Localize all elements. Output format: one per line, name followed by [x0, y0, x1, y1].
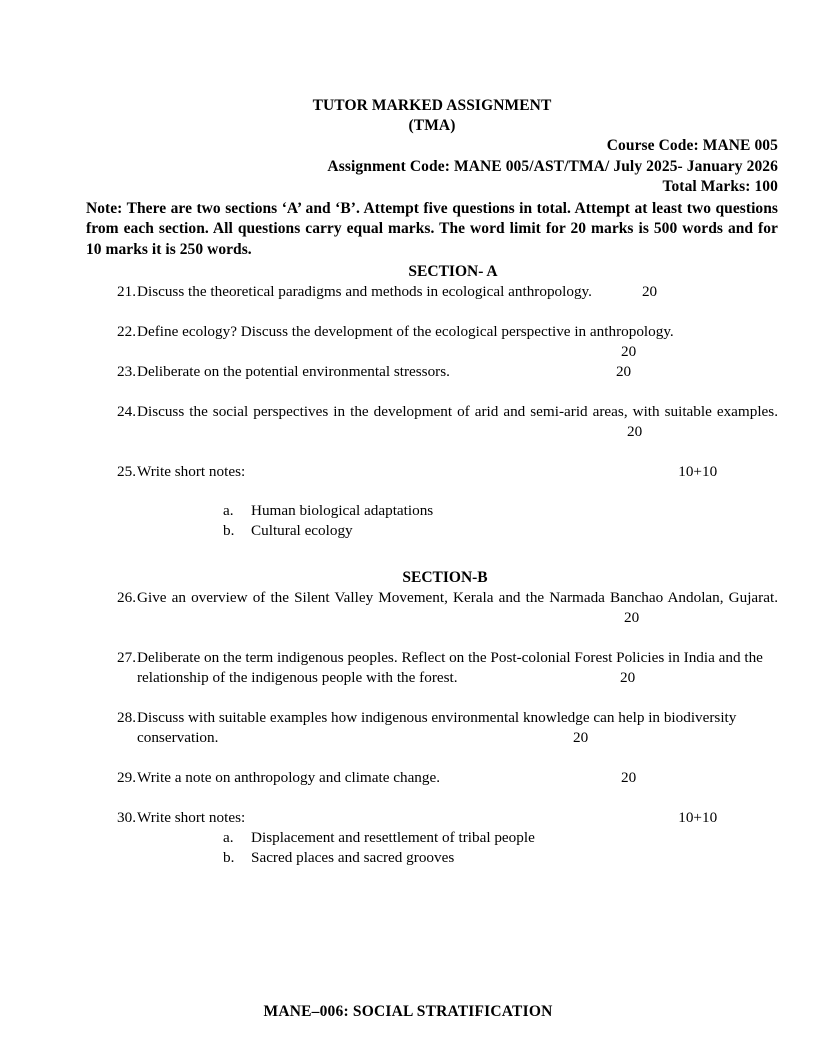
question-marks-line — [137, 728, 778, 748]
question-number: 24. — [117, 403, 136, 420]
spacer — [86, 382, 778, 402]
document-content — [86, 96, 778, 867]
question-number: 21. — [117, 283, 136, 300]
section-a-questions — [86, 282, 778, 540]
total-marks: Total Marks: 100 — [662, 178, 778, 195]
question-text: Write short notes: 10+10 — [137, 809, 718, 826]
subitem-label: a. — [223, 502, 234, 519]
subitem — [223, 848, 778, 868]
question-item — [86, 808, 778, 867]
course-code: Course Code: MANE 005 — [606, 137, 778, 154]
question-number: 22. — [117, 323, 136, 340]
document-title-line2: (TMA) — [408, 117, 456, 134]
question-marks: 20 — [627, 423, 643, 440]
section-a-heading: SECTION- A — [408, 263, 498, 280]
spacer — [86, 628, 778, 648]
question-marks-line — [137, 608, 778, 628]
subitem-text: Displacement and resettlement of tribal people — [251, 829, 535, 846]
question-marks: 20 — [620, 669, 636, 686]
question-number: 25. — [117, 463, 136, 480]
question-subitems — [137, 828, 778, 867]
question-text: Write short notes: 10+10 — [137, 463, 718, 480]
subitem — [223, 501, 778, 521]
assignment-code: Assignment Code: MANE 005/AST/TMA/ July 2025- January 2026 — [327, 157, 778, 175]
question-marks: 20 — [615, 363, 632, 380]
subitem — [223, 828, 778, 848]
question-item — [86, 588, 778, 628]
question-item — [86, 708, 778, 748]
question-number: 26. — [117, 589, 136, 606]
section-b-heading: SECTION-B — [402, 569, 488, 586]
question-marks: 10+10 — [678, 809, 718, 826]
subitem-text: Sacred places and sacred grooves — [251, 848, 455, 866]
question-text: Define ecology? Discuss the development of the ecological perspective in anthropology. — [137, 323, 674, 340]
question-text: Discuss the theoretical paradigms and methods in ecological anthropology. 20 — [137, 283, 658, 300]
question-text: Deliberate on the term indigenous peoples. Reflect on the Post-colonial Forest Policies in India and the relationship of the indigenous people with the forest. — [137, 649, 763, 686]
question-item — [86, 462, 778, 540]
question-marks-line — [137, 422, 778, 442]
question-item — [86, 322, 778, 362]
question-item — [86, 362, 778, 382]
question-item — [86, 648, 778, 688]
question-number: 28. — [117, 709, 136, 726]
document-title — [86, 96, 778, 136]
question-marks: 20 — [621, 769, 637, 786]
page-footer: MANE–006: SOCIAL STRATIFICATION — [263, 1003, 553, 1020]
spacer — [86, 540, 778, 566]
question-marks: 20 — [624, 609, 640, 626]
question-item — [86, 282, 778, 302]
subitem-label: b. — [223, 848, 235, 866]
question-text: Write a note on anthropology and climate change. 20 — [137, 769, 637, 786]
question-item — [86, 768, 778, 788]
subitem-text: Human biological adaptations — [251, 502, 434, 519]
spacer — [86, 442, 778, 462]
question-text: Discuss with suitable examples how indigenous environmental knowledge can help in biodiversity conservation. — [137, 709, 737, 746]
spacer — [86, 302, 778, 322]
question-text: Discuss the social perspectives in the development of arid and semi-arid areas, with suitable examples. — [137, 403, 778, 420]
question-number: 29. — [117, 769, 136, 786]
question-marks: 20 — [621, 343, 637, 360]
instructions-note: Note: There are two sections ‘A’ and ‘B’. Attempt five questions in total. Attempt at least two questions from each section. All questions carry equal marks. The word limit for 20 marks is 500 words and for 10 marks it is 250 words. — [86, 199, 778, 258]
subitem-label: a. — [223, 829, 234, 846]
question-text: Give an overview of the Silent Valley Movement, Kerala and the Narmada Banchao Andolan, Gujarat. — [137, 589, 778, 606]
question-item — [86, 402, 778, 442]
question-marks: 10+10 — [678, 463, 718, 480]
question-marks-line — [137, 342, 778, 362]
question-marks: 20 — [641, 283, 658, 300]
question-marks: 20 — [573, 729, 589, 746]
question-subitems — [137, 501, 778, 540]
question-number: 23. — [117, 363, 136, 380]
spacer — [86, 748, 778, 768]
question-number: 27. — [117, 649, 136, 666]
document-title-line1: TUTOR MARKED ASSIGNMENT — [312, 97, 552, 114]
subitem — [223, 521, 778, 541]
section-b-questions — [86, 588, 778, 867]
question-marks-line — [137, 668, 778, 688]
question-number: 30. — [117, 809, 136, 826]
spacer — [86, 688, 778, 708]
spacer — [86, 788, 778, 808]
subitem-text: Cultural ecology — [251, 521, 353, 539]
question-text: Deliberate on the potential environmental stressors. 20 — [137, 363, 632, 380]
subitem-label: b. — [223, 521, 235, 539]
